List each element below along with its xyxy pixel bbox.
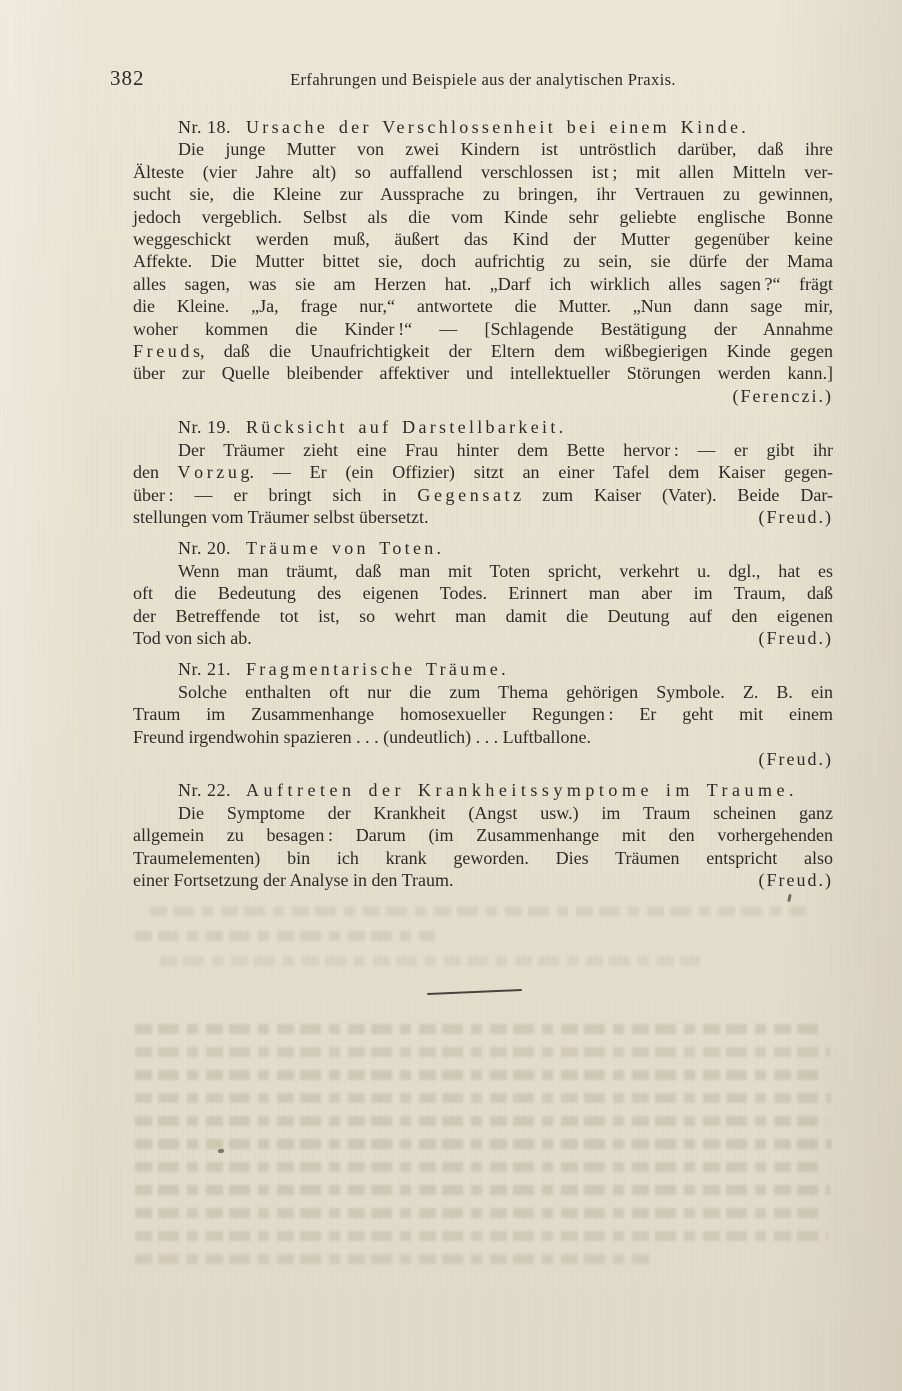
section-heading [133,416,833,438]
page-number: 382 [110,66,145,90]
bleedthrough-line [135,1139,832,1149]
attribution-line [133,748,833,770]
bleedthrough-line [150,906,810,916]
text-line: Älteste (vier Jahre alt) so auffallend verschlossen ist ; mit allen Mitteln ver- [133,161,833,182]
bleedthrough-line [135,1254,655,1264]
section-heading [133,537,833,559]
content [133,116,833,891]
ink-speck [218,1149,224,1154]
bleedthrough-line [135,1024,823,1034]
heading-number: Nr. 18. [178,117,231,137]
attribution: (Ferenczi.) [732,385,833,406]
text-line: F r e u d s, daß die Unaufrichtigkeit der Eltern dem wißbegierigen Kinde gegen [133,341,833,362]
heading-number: Nr. 22. [178,780,231,801]
section-heading [133,658,833,680]
section-heading [133,779,833,801]
text-line: Freund irgendwohin spazieren . . . (undeutlich) . . . Luftballone. [133,726,592,747]
text-line: allgemein zu besagen : Darum (im Zusammenhange mit den vorhergehenden [133,825,833,846]
paragraph-last-line [133,506,833,528]
text-line: Der Träumer zieht eine Frau hinter dem Bette hervor : — er gibt ihr [178,439,833,460]
text-line: Die Symptome der Krankheit (Angst usw.) im Traum scheinen ganz [178,802,833,823]
attribution: (Freud.) [758,506,833,527]
heading-number: Nr. 20. [178,538,231,559]
closing-text: stellungen vom Träumer selbst übersetzt. [133,506,429,527]
text-line: jedoch vergeblich. Selbst als die vom Kinde sehr geliebte englische Bonne [133,206,833,227]
bleedthrough-line [135,1093,831,1103]
ink-speck [787,894,792,902]
text-line: den V o r z u g. — Er (ein Offizier) sitzt an einer Tafel dem Kaiser gegen- [133,462,833,483]
heading-title: Träume von Toten. [246,538,445,559]
text-line: Traum im Zusammenhange homosexueller Regungen : Er geht mit einem [133,704,833,725]
bleedthrough-line [135,1231,828,1241]
bleedthrough-line [135,931,435,941]
text-line: woher kommen die Kinder !“ — [Schlagende Bestätigung der Annahme [133,318,833,339]
paragraph-last-line [133,869,833,891]
heading-title: Fragmentarische Träume. [246,659,509,680]
running-title: Erfahrungen und Beispiele aus der analytischen Praxis. [290,70,676,89]
bleedthrough-line [160,956,700,966]
bleedthrough-line [135,1116,827,1126]
heading-title: Auftreten der Krankheitssymptome im Traume. [246,780,798,801]
bleedthrough-line [135,1162,825,1172]
section-heading [133,116,833,138]
text-line: Affekte. Die Mutter bittet sie, doch aufrichtig zu sein, sie dürfe der Mama [133,251,833,272]
text-line: über zur Quelle bleibender affektiver und intellektueller Störungen werden kann.] [133,363,833,384]
text-line: Solche enthalten oft nur die zum Thema gehörigen Symbole. Z. B. ein [178,681,833,702]
bleedthrough-line [135,1185,830,1195]
attribution-line [133,385,833,407]
text-line: weggeschickt werden muß, äußert das Kind der Mutter gegenüber keine [133,229,833,250]
attribution: (Freud.) [758,748,833,769]
text-line: Wenn man träumt, daß man mit Toten spricht, verkehrt u. dgl., hat es [178,560,833,581]
text-line: über : — er bringt sich in G e g e n s a t z zum Kaiser (Vater). Beide Dar- [133,484,833,505]
closing-text: einer Fortsetzung der Analyse in den Traum. [133,870,454,890]
text-line: alles sagen, was sie am Herzen hat. „Darf ich wirklich alles sagen ?“ frägt [133,273,833,294]
attribution: (Freud.) [758,627,833,648]
attribution: (Freud.) [758,870,833,890]
section-divider-rule [427,989,522,995]
text-line: die Kleine. „Ja, frage nur,“ antwortete die Mutter. „Nun dann sage mir, [133,296,833,317]
bleedthrough-line [135,1070,825,1080]
heading-title: Rücksicht auf Darstellbarkeit. [246,417,567,438]
bleedthrough-line [135,1047,830,1057]
paragraph-last-line [133,627,833,649]
heading-number: Nr. 19. [178,417,231,438]
text-line: Die junge Mutter von zwei Kindern ist untröstlich darüber, daß ihre [178,139,833,160]
text-line: sucht sie, die Kleine zur Aussprache zu bringen, ihr Vertrauen zu gewinnen, [133,184,833,205]
closing-text: Tod von sich ab. [133,627,252,648]
text-line: der Betreffende tot ist, so wehrt man damit die Deutung auf den eigenen [133,605,833,626]
text-line: oft die Bedeutung des eigenen Todes. Erinnert man aber im Traum, daß [133,583,833,604]
heading-number: Nr. 21. [178,659,231,680]
bleedthrough-line [135,1208,823,1218]
text-line: Traumelementen) bin ich krank geworden. Dies Träumen entspricht also [133,847,833,868]
heading-title: Ursache der Verschlossenheit bei einem Kinde. [246,117,750,137]
